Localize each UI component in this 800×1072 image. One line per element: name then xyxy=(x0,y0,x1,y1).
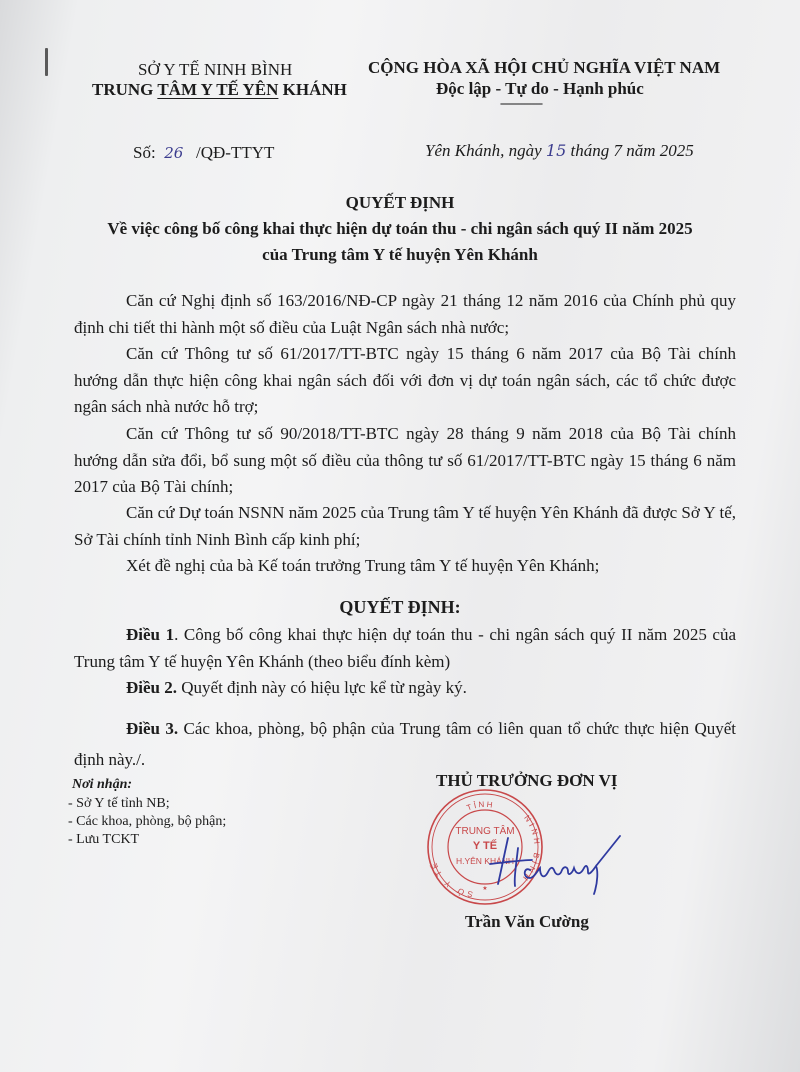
document-subject-line-2: của Trung tâm Y tế huyện Yên Khánh xyxy=(262,245,538,264)
agency-parent: SỞ Y TẾ NINH BÌNH xyxy=(138,60,293,79)
doc-number-handwritten: 26 xyxy=(164,144,184,162)
agency-name-post: KHÁNH xyxy=(278,80,347,99)
date-prefix: Yên Khánh, ngày xyxy=(425,141,542,160)
recipients-title: Nơi nhận: xyxy=(72,777,133,792)
preamble-text: Căn cứ Thông tư số 61/2017/TT-BTC ngày 15 tháng 6 năm 2017 của Bộ Tài chính hướng dẫn thực hiện công khai ngân sách đối với đơn vị dự toán ngân sách, các tổ chức được ngân sách nhà nước hỗ trợ; xyxy=(74,344,736,416)
article-text: Các khoa, phòng, bộ phận của Trung tâm có liên quan tổ chức thực hiện Quyết định này./. xyxy=(74,719,736,769)
preamble-text: Căn cứ Nghị định số 163/2016/NĐ-CP ngày 21 tháng 12 năm 2016 của Chính phủ quy định chi tiết thi hành một số điều của Luật Ngân sách nhà nước; xyxy=(74,291,736,337)
article-text: Công bố công khai thực hiện dự toán thu - chi ngân sách quý II năm 2025 của Trung tâm Y tế huyện Yên Khánh (theo biểu đính kèm) xyxy=(74,625,736,671)
article-label: Điều 3. xyxy=(126,719,179,738)
recipient-item: - Các khoa, phòng, bộ phận; xyxy=(68,814,227,829)
article-label: Điều 1 xyxy=(126,625,175,644)
article-label: Điều 2. xyxy=(126,678,177,697)
doc-number-suffix: /QĐ-TTYT xyxy=(196,143,275,162)
article-1 xyxy=(74,622,736,675)
document-number xyxy=(133,143,274,163)
national-motto: Độc lập - Tự do - Hạnh phúc xyxy=(436,79,644,98)
agency-name xyxy=(92,80,347,100)
handwritten-signature-icon xyxy=(488,826,638,898)
seal-ring-right: NINH BÌNH xyxy=(519,813,542,885)
agency-name-pre: TRUNG xyxy=(92,80,158,99)
document-title: QUYẾT ĐỊNH xyxy=(345,193,455,212)
preamble-paragraph xyxy=(74,421,736,501)
preamble-paragraph xyxy=(74,288,736,341)
date-day-handwritten: 15 xyxy=(545,141,567,160)
country-name: CỘNG HÒA XÃ HỘI CHỦ NGHĨA VIỆT NAM xyxy=(368,58,721,77)
preamble-paragraph xyxy=(74,553,736,580)
staple-mark xyxy=(45,48,48,76)
header-divider: -------------- xyxy=(500,96,542,110)
article-text: Quyết định này có hiệu lực kể từ ngày ký. xyxy=(177,678,467,697)
date-line xyxy=(425,141,694,161)
date-month-year: tháng 7 năm 2025 xyxy=(570,141,694,160)
preamble-paragraph xyxy=(74,500,736,553)
seal-star: ★ xyxy=(482,886,488,892)
seal-line-2: Y TẾ xyxy=(472,840,498,852)
document-subject-line-1: Về việc công bố công khai thực hiện dự toán thu - chi ngân sách quý II năm 2025 xyxy=(107,219,693,238)
article-separator: . xyxy=(174,625,179,644)
decision-heading: QUYẾT ĐỊNH: xyxy=(339,597,461,617)
preamble-paragraph xyxy=(74,341,736,421)
agency-name-underlined: TÂM Y TẾ YÊN xyxy=(157,80,279,99)
preamble-text: Căn cứ Dự toán NSNN năm 2025 của Trung tâm Y tế huyện Yên Khánh đã được Sở Y tế, Sở Tài chính tỉnh Ninh Bình cấp kinh phí; xyxy=(74,503,736,549)
seal-line-1: TRUNG TÂM xyxy=(455,826,515,837)
article-2 xyxy=(74,675,736,702)
seal-ring-left: SỞ Y TẾ xyxy=(428,858,474,899)
recipient-item: - Lưu TCKT xyxy=(68,832,140,847)
article-3 xyxy=(74,713,736,775)
signer-name: Trần Văn Cường xyxy=(465,912,589,931)
preamble-text: Căn cứ Thông tư số 90/2018/TT-BTC ngày 28 tháng 9 năm 2018 của Bộ Tài chính hướng dẫn sửa đổi, bổ sung một số điều của thông tư số 61/2017/TT-BTC ngày 15 tháng 6 năm 2017 của Bộ Tài chính; xyxy=(74,424,736,496)
seal-ring-top: TỈNH xyxy=(465,799,495,813)
doc-number-prefix: Số: xyxy=(133,143,156,162)
preamble-text: Xét đề nghị của bà Kế toán trưởng Trung tâm Y tế huyện Yên Khánh; xyxy=(126,556,600,575)
signature-title: THỦ TRƯỞNG ĐƠN VỊ xyxy=(436,771,618,790)
seal-line-3: H.YÊN KHÁNH xyxy=(455,856,515,866)
recipient-item: - Sở Y tế tỉnh NB; xyxy=(68,796,170,811)
